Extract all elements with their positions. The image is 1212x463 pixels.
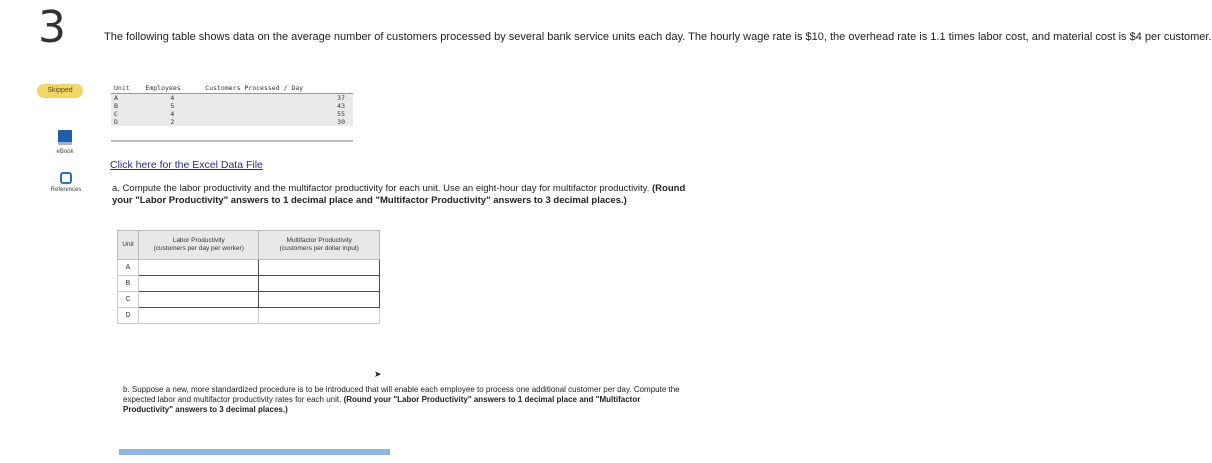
multi-input-d[interactable] [259,308,380,324]
customers-cell: 30 [337,118,345,126]
book-icon [58,130,72,145]
labor-input-c[interactable] [138,292,259,308]
customers-cell: 43 [337,102,345,110]
question-intro: The following table shows data on the average number of customers processed by several bank service units each day. The hourly wage rate is $10, the overhead rate is 1.1 times labor cost, and material cost is $4 per customer. [104,31,1212,43]
part-a-text: a. Compute the labor productivity and the multifactor productivity for each unit. Use an eight-hour day for multifactor productivity. [112,183,650,194]
unit-cell: D [114,118,118,126]
employees-cell: 5 [170,102,175,110]
data-table [111,83,353,126]
answer-header-multifactor [259,231,380,260]
references-label: References [50,187,82,193]
answer-unit-cell: B [118,276,139,292]
answer-unit-cell: D [118,308,139,324]
answer-unit-cell: A [118,260,139,276]
table-divider [111,140,353,142]
customers-cell: 55 [337,110,345,118]
answer-unit-cell: C [118,292,139,308]
labor-input-b[interactable] [138,276,259,292]
bottom-progress-bar [119,449,390,455]
references-link[interactable] [44,172,88,193]
multi-input-c[interactable] [259,292,380,308]
table-row [118,292,380,308]
labor-input-d[interactable] [138,308,259,324]
employees-cell: 4 [170,110,175,118]
employees-cell: 2 [170,118,175,126]
table-row [111,102,353,110]
table-row [118,276,380,292]
header-employees: Employees [142,83,202,94]
header-unit: Unit [111,83,142,94]
question-number: 3 [38,2,66,53]
multi-title: Multifactor Productivity [286,237,352,244]
labor-input-a[interactable] [138,260,259,276]
part-a-prompt [112,183,692,207]
table-row [111,94,353,103]
part-b-prompt [123,385,683,415]
ebook-label: eBook [56,149,74,155]
answer-table [117,230,380,324]
header-customers: Customers Processed / Day [202,83,353,94]
multi-input-b[interactable] [259,276,380,292]
multi-input-a[interactable] [259,260,380,276]
unit-cell: C [114,110,118,118]
customers-cell: 37 [337,94,345,102]
employees-cell: 4 [170,94,175,102]
references-icon [60,172,72,184]
table-row [111,118,353,126]
excel-data-link[interactable]: Click here for the Excel Data File [110,159,263,171]
mouse-cursor-icon: ➤ [374,369,382,379]
unit-cell: B [114,102,118,110]
answer-header-unit: Unit [118,231,139,260]
part-a-instruction: (Round your "Labor Productivity" answers to 1 decimal place and "Multifactor Productivity" answers to 3 decimal places.) [112,183,686,206]
ebook-link[interactable] [52,130,78,155]
table-row [118,260,380,276]
table-row [118,308,380,324]
part-b-text: b. Suppose a new, more standardized procedure is to be introduced that will enable each employee to process one additional customer per day. Compute the expected labor and multifactor productivity rates for each unit. [123,385,680,404]
part-b-instruction: (Round your "Labor Productivity" answers to 1 decimal place and "Multifactor Productivity" answers to 3 decimal places.) [123,395,641,414]
multi-subtitle: (customers per dollar input) [279,245,359,252]
labor-title: Labor Productivity [172,237,225,244]
unit-cell: A [114,94,118,102]
status-badge: Skipped [37,84,83,98]
table-row [111,110,353,118]
answer-header-labor [138,231,259,260]
labor-subtitle: (customers per day per worker) [153,245,244,252]
